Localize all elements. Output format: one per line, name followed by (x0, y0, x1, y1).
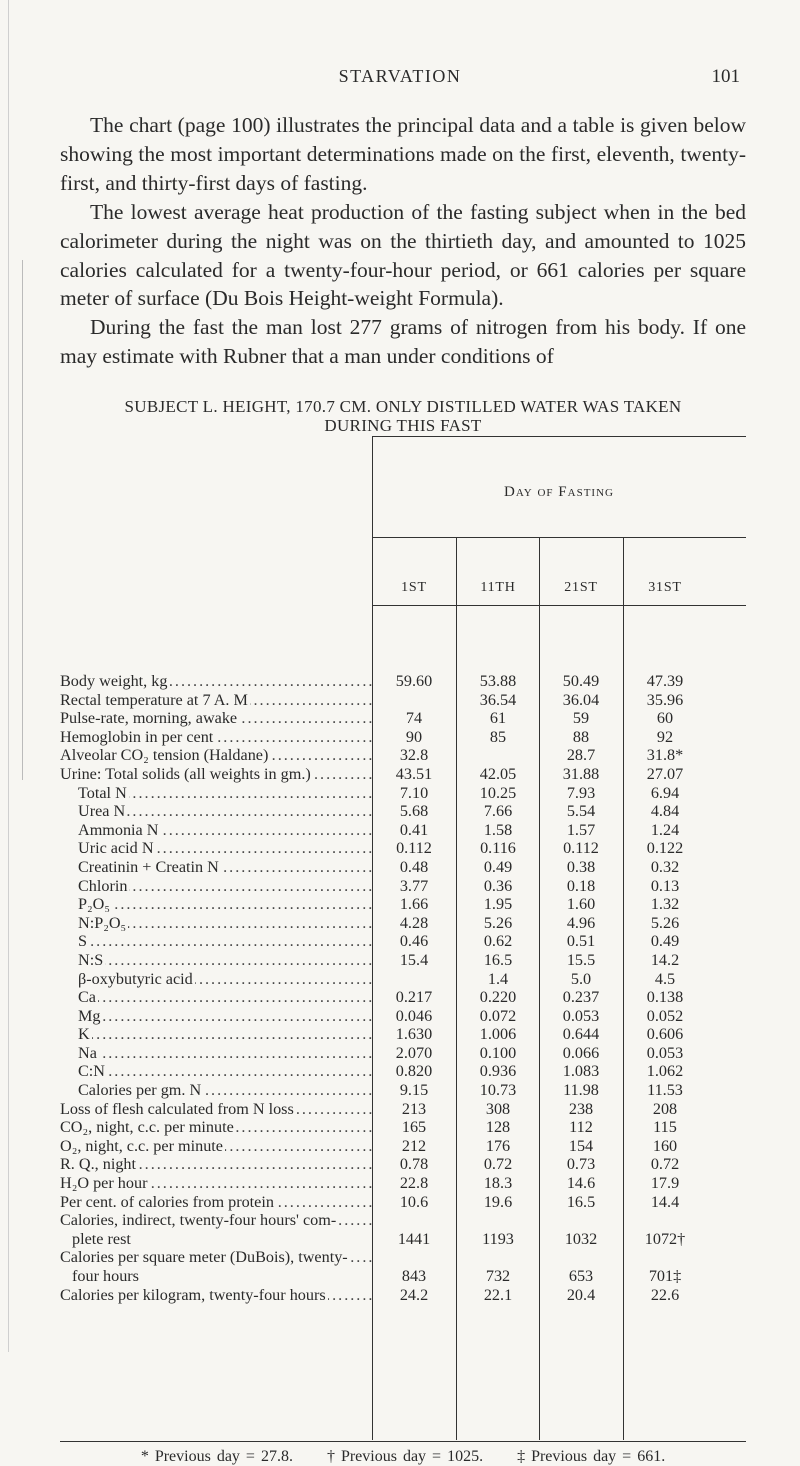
row-value: 31.88 (562, 764, 600, 783)
row-value: 47.39 (646, 672, 684, 690)
row-label: C:N ..... (78, 1062, 372, 1081)
row-value: 0.116 (480, 839, 516, 858)
table-row (60, 1211, 746, 1248)
row-value: 22.6 (650, 1285, 680, 1304)
row-value: 88 (572, 727, 590, 746)
row-value: 1.083 (562, 1062, 600, 1081)
row-value: 85 (489, 727, 507, 746)
table-row (60, 802, 746, 821)
table-title-line1: SUBJECT L. HEIGHT, 170.7 CM. ONLY DISTILLED WATER WAS TAKEN (124, 397, 682, 416)
table-row (60, 1174, 746, 1193)
row-label: Loss of flesh calculated from N loss ..... (60, 1100, 372, 1119)
table-title (60, 397, 746, 435)
column-header-1st: 1ST (401, 580, 427, 595)
row-value: 32.8 (399, 746, 429, 765)
row-value: 5.0 (570, 969, 592, 988)
table-row (60, 988, 746, 1007)
table-row (60, 895, 746, 914)
table-row (60, 858, 746, 877)
row-value: 0.112 (396, 839, 432, 858)
row-value: 0.936 (479, 1062, 517, 1081)
row-value: 1.32 (650, 895, 680, 914)
row-value: 1193 (482, 1229, 514, 1248)
row-value: 0.606 (646, 1025, 684, 1044)
row-value: 5.26 (650, 913, 680, 932)
row-label: CO₂, night, c.c. per minute ..... (60, 1118, 372, 1137)
row-value: 0.053 (646, 1043, 684, 1062)
column-header-rule (372, 605, 746, 606)
row-label: Creatinin + Creatin N ..... (78, 858, 372, 877)
row-label: β-oxybutyric acid ..... (78, 970, 372, 989)
row-label: Calories per gm. N ..... (78, 1081, 372, 1100)
row-value: 74 (405, 709, 423, 728)
row-value: 11.53 (647, 1081, 683, 1100)
row-value: 36.54 (479, 690, 517, 709)
row-value: 0.122 (646, 839, 684, 858)
row-value: 22.1 (483, 1285, 513, 1304)
row-value: 53.88 (479, 672, 517, 690)
row-value: 0.72 (483, 1155, 513, 1174)
table-row (60, 1044, 746, 1063)
row-value: 0.066 (562, 1043, 600, 1062)
row-value: 1.006 (479, 1025, 517, 1044)
row-value: 18.3 (483, 1174, 513, 1193)
table-title-line2: DURING THIS FAST (324, 416, 482, 435)
row-value: 20.4 (566, 1285, 596, 1304)
row-value: 208 (652, 1099, 678, 1118)
row-label: Na ..... (78, 1044, 372, 1063)
footnote-3: ‡ Previous day = 661. (517, 1448, 666, 1465)
row-value: 0.46 (399, 932, 429, 951)
row-value: 0.217 (395, 988, 433, 1007)
row-value: 22.8 (399, 1174, 429, 1193)
row-label: P₂O₅ ..... (78, 895, 372, 914)
row-value: 7.10 (399, 783, 429, 802)
paragraph-2: The lowest average heat production of the fasting subject when in the bed calorimeter during the night was on the thirtieth day, and amounted to 1025 calories calculated for a twenty-four-hour period, or 661 calories per square meter of surface (Du Bois Height-weight Formula). (60, 200, 746, 311)
row-value: 11.98 (563, 1081, 599, 1100)
row-value: 10.73 (479, 1081, 517, 1100)
row-value: 4.84 (650, 802, 680, 821)
row-label: Mg ..... (78, 1007, 372, 1026)
row-value: 60 (656, 709, 674, 728)
row-value: 24.2 (399, 1285, 429, 1304)
table-row (60, 877, 746, 896)
row-value: 14.6 (566, 1174, 596, 1193)
row-value: 7.93 (566, 783, 596, 802)
row-value: 128 (485, 1118, 511, 1137)
table-row (60, 784, 746, 803)
row-value: 0.18 (566, 876, 596, 895)
row-value: 15.5 (566, 950, 596, 969)
row-value: 3.77 (399, 876, 429, 895)
table-row (60, 970, 746, 989)
row-label: N:S ..... (78, 951, 372, 970)
row-label: Calories per square meter (DuBois), twenty- four hours ..... (60, 1248, 372, 1285)
row-label: Per cent. of calories from protein ..... (60, 1193, 372, 1212)
table-bottom-rule (60, 1441, 746, 1442)
column-header-11th: 11TH (480, 580, 516, 595)
row-value: 112 (569, 1118, 593, 1137)
row-value: 42.05 (479, 764, 517, 783)
row-value: 16.5 (483, 950, 513, 969)
table-row (60, 1248, 746, 1285)
row-value: 17.9 (650, 1174, 680, 1193)
day-header-rule (372, 537, 746, 538)
row-value: 165 (401, 1118, 427, 1137)
row-value: 308 (485, 1099, 511, 1118)
table-row (60, 1081, 746, 1100)
row-value: 1441 (397, 1229, 431, 1248)
row-value: 0.41 (399, 820, 429, 839)
footnote-1: * Previous day = 27.8. (140, 1448, 293, 1465)
row-value: 43.51 (395, 764, 433, 783)
row-value: 732 (485, 1267, 511, 1285)
table-row (60, 1062, 746, 1081)
table-row (60, 932, 746, 951)
row-value: 115 (653, 1118, 677, 1137)
row-value: 14.4 (650, 1192, 680, 1211)
row-label: Calories, indirect, twenty-four hours' com- plete rest ..... (60, 1211, 372, 1248)
row-value: 1.062 (646, 1062, 684, 1081)
row-value: 843 (401, 1267, 427, 1285)
row-value: 1032 (564, 1229, 598, 1248)
row-label: Calories per kilogram, twenty-four hours ..... (60, 1286, 372, 1305)
row-value: 61 (489, 709, 507, 728)
row-value: 1.57 (566, 820, 596, 839)
page-edge-rule-inner (22, 260, 23, 780)
row-value: 5.54 (566, 802, 596, 821)
row-label: Uric acid N ..... (78, 839, 372, 858)
row-value: 27.07 (646, 764, 684, 783)
row-value: 0.51 (566, 932, 596, 951)
row-value: 4.28 (399, 913, 429, 932)
row-label: R. Q., night ..... (60, 1155, 372, 1174)
table-row (60, 746, 746, 765)
row-value: 213 (401, 1099, 427, 1118)
row-value: 10.25 (479, 783, 517, 802)
row-value: 9.15 (399, 1081, 429, 1100)
row-label: S ..... (78, 932, 372, 951)
row-value: 35.96 (646, 690, 684, 709)
paragraph-3: During the fast the man lost 277 grams of nitrogen from his body. If one may estimate with Rubner that a man under conditions of (60, 315, 746, 368)
footnotes (60, 1448, 746, 1466)
table-row (60, 709, 746, 728)
row-value: 4.5 (654, 969, 676, 988)
row-value: 0.237 (562, 988, 600, 1007)
page-edge-rule (8, 0, 9, 1352)
row-value: 0.36 (483, 876, 513, 895)
row-value: 7.66 (483, 802, 513, 821)
table-row (60, 1137, 746, 1156)
row-value: 0.644 (562, 1025, 600, 1044)
row-value: 0.13 (650, 876, 680, 895)
row-value: 212 (401, 1136, 427, 1155)
row-value: 1.60 (566, 895, 596, 914)
column-header-31st: 31ST (648, 580, 682, 595)
row-value: 0.052 (646, 1006, 684, 1025)
row-value: 36.04 (562, 690, 600, 709)
row-value: 1.58 (483, 820, 513, 839)
row-value: 10.6 (399, 1192, 429, 1211)
row-value: 28.7 (566, 746, 596, 765)
row-label: Urine: Total solids (all weights in gm.) ..... (60, 765, 372, 784)
row-value: 160 (652, 1136, 678, 1155)
row-value: 1.4 (487, 969, 509, 988)
row-value: 0.072 (479, 1006, 517, 1025)
table-row (60, 1193, 746, 1212)
row-value: 0.48 (399, 857, 429, 876)
table-top-rule (372, 436, 746, 437)
table-row (60, 1118, 746, 1137)
row-value: 1.66 (399, 895, 429, 914)
table-row (60, 765, 746, 784)
table-row (60, 914, 746, 933)
row-label: K ..... (78, 1025, 372, 1044)
row-value: 0.73 (566, 1155, 596, 1174)
row-value: 50.49 (562, 672, 600, 690)
row-label: Total N ..... (78, 784, 372, 803)
table-row (60, 728, 746, 747)
row-label: Rectal temperature at 7 A. M ..... (60, 691, 372, 710)
row-value: 14.2 (650, 950, 680, 969)
table-body (60, 672, 746, 1304)
table-row (60, 1007, 746, 1026)
row-label: Hemoglobin in per cent ..... (60, 728, 372, 747)
row-value: 59 (572, 709, 590, 728)
row-value: 2.070 (395, 1043, 433, 1062)
row-value: 0.100 (479, 1043, 517, 1062)
row-label: Body weight, kg ..... (60, 672, 372, 691)
row-value: 0.38 (566, 857, 596, 876)
row-label: N:P₂O₅ ..... (78, 914, 372, 933)
table-row (60, 839, 746, 858)
row-value: 0.78 (399, 1155, 429, 1174)
row-label: Ammonia N ..... (78, 821, 372, 840)
row-label: Chlorin ..... (78, 877, 372, 896)
table-row (60, 821, 746, 840)
day-of-fasting-header: Day of Fasting (504, 484, 614, 500)
table-row (60, 691, 746, 710)
row-value: 6.94 (650, 783, 680, 802)
row-value: 154 (568, 1136, 594, 1155)
row-value: 0.220 (479, 988, 517, 1007)
row-value: 4.96 (566, 913, 596, 932)
table-row (60, 672, 746, 691)
table-row (60, 951, 746, 970)
row-value: 90 (405, 727, 423, 746)
row-value: 5.68 (399, 802, 429, 821)
row-value: 0.72 (650, 1155, 680, 1174)
row-value: 0.112 (563, 839, 599, 858)
paragraph-1: The chart (page 100) illustrates the principal data and a table is given below showing the most important determinations made on the first, eleventh, twenty-first, and thirty-first days of fasting. (60, 113, 746, 195)
row-value: 238 (568, 1099, 594, 1118)
row-value: 1.24 (650, 820, 680, 839)
row-value: 0.053 (562, 1006, 600, 1025)
row-value: 5.26 (483, 913, 513, 932)
row-value: 176 (485, 1136, 511, 1155)
running-title: STARVATION (338, 66, 462, 86)
row-value: 31.8* (646, 746, 684, 765)
row-value: 92 (656, 727, 674, 746)
table-row (60, 1100, 746, 1119)
row-value: 1.95 (483, 895, 513, 914)
row-label: H₂O per hour ..... (60, 1174, 372, 1193)
row-label: O₂, night, c.c. per minute ..... (60, 1137, 372, 1156)
row-value: 0.138 (646, 988, 684, 1007)
column-header-21st: 21ST (564, 580, 598, 595)
row-value: 701‡ (648, 1267, 682, 1285)
page-header (0, 66, 800, 96)
row-value: 0.49 (650, 932, 680, 951)
row-value: 0.046 (395, 1006, 433, 1025)
row-value: 0.62 (483, 932, 513, 951)
table-row (60, 1025, 746, 1044)
row-value: 0.32 (650, 857, 680, 876)
row-value: 0.49 (483, 857, 513, 876)
page-number: 101 (711, 66, 740, 87)
row-label: Urea N ..... (78, 802, 372, 821)
row-value: 653 (568, 1267, 594, 1285)
row-value: 15.4 (399, 950, 429, 969)
table-row (60, 1286, 746, 1305)
footnote-2: † Previous day = 1025. (326, 1448, 484, 1465)
row-value: 19.6 (483, 1192, 513, 1211)
row-label: Ca ..... (78, 988, 372, 1007)
table-row (60, 1155, 746, 1174)
row-value: 1072† (644, 1229, 686, 1248)
row-value: 1.630 (395, 1025, 433, 1044)
row-value: 0.820 (395, 1062, 433, 1081)
row-label: Pulse-rate, morning, awake ..... (60, 709, 372, 728)
row-label: Alveolar CO₂ tension (Haldane) ..... (60, 746, 372, 765)
row-value: 59.60 (395, 672, 433, 690)
row-value: 16.5 (566, 1192, 596, 1211)
